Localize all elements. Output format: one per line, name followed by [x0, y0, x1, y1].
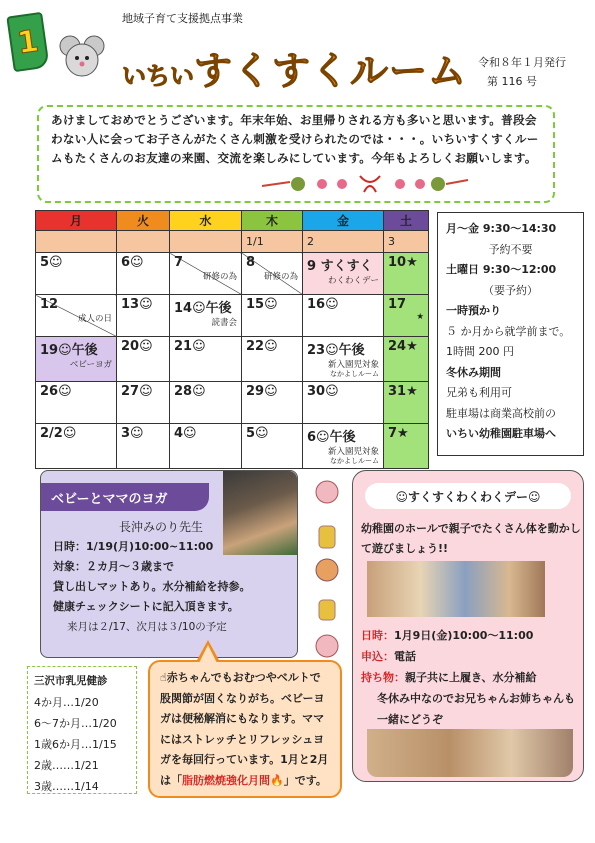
day-number: 21☺: [174, 339, 206, 354]
calendar-day-cell: [36, 382, 117, 424]
calendar-day-cell: [303, 382, 384, 424]
bubble-text-1: 赤ちゃんでもおむつやベルトで股関節が固くなりがち。ベビーヨガは便秘解消にもなります。ママにはストレッチとリフレッシュヨガを毎回行っています。1月と2月は「: [160, 671, 329, 787]
calendar-day-cell: [117, 424, 170, 469]
day-note: 成人の日: [77, 314, 112, 324]
greeting-text: あけましておめでとうございます。年末年始、お里帰りされる方も多いと思います。普段会わない人に会ってお子さんがたくさん刺激を受けられたのでは・・・。いちいすくすくルームもたくさんのお友達の来園、交流を楽しみにしています。今年もよろしくお願いします。: [51, 113, 539, 165]
calendar-day-cell: [36, 295, 117, 337]
month-number: 1: [15, 23, 41, 61]
date-cell: 2: [303, 231, 384, 253]
checkup-item: 4か月…1/20: [34, 696, 99, 709]
calendar-day-cell: [384, 382, 429, 424]
event-bring-value: 親子共に上履き、水分補給: [405, 671, 537, 684]
event-apply-label: 申込：: [361, 650, 394, 663]
bubble-text-2: 」です。: [283, 773, 327, 787]
parking-line-2: いちい幼稚園駐車場へ: [446, 427, 556, 440]
day-number: 5☺: [246, 426, 269, 441]
calendar-day-cell: [384, 253, 429, 295]
weekday-header: 木: [242, 211, 303, 231]
day-number: 17: [388, 297, 407, 312]
winter-title: 冬休み期間: [446, 365, 501, 379]
day-number: 13☺: [121, 297, 153, 312]
day-number: 2/2☺: [40, 426, 77, 441]
date-cell: 1/1: [242, 231, 303, 253]
childcare-age: ５ か月から就学前まで。: [446, 324, 571, 338]
day-number: 31★: [388, 384, 418, 399]
new-year-decoration-icon: [260, 172, 470, 196]
calendar-day-cell: [303, 424, 384, 469]
calendar-day-cell: [36, 424, 117, 469]
weekday-header: 火: [117, 211, 170, 231]
event-photo-2: [367, 729, 573, 777]
animal-decoration-icon: [313, 478, 341, 668]
smile-icon: ☺: [395, 490, 408, 504]
page-title: [122, 40, 467, 95]
bubble-tail-inner: [199, 645, 217, 663]
calendar-day-cell: [117, 382, 170, 424]
day-note: 読書会: [211, 318, 237, 328]
yoga-date: 日時：1/19(月)10:00~11:00: [53, 540, 214, 553]
calendar-day-cell: [170, 382, 242, 424]
day-number: 16☺: [307, 297, 339, 312]
saturday-hours: 土曜日 9:30～12:00: [446, 263, 557, 276]
yoga-title: ベビーとママのヨガ: [41, 483, 209, 511]
event-title: ☺すくすくわくわくデー☺: [365, 483, 571, 509]
day-number: 6☺午後: [307, 430, 356, 445]
yoga-teacher: 長沖みのり先生: [119, 520, 204, 534]
calendar-day-cell: [242, 253, 303, 295]
calendar-day-cell: [170, 253, 242, 295]
calendar-day-cell: [117, 337, 170, 382]
parking-line-1: 駐車場は商業高校前の: [446, 406, 556, 420]
calendar-day-cell: [303, 295, 384, 337]
checkup-item: 3歳……1/14: [34, 780, 99, 793]
day-number: 27☺: [121, 384, 153, 399]
day-number: 3☺: [121, 426, 144, 441]
day-note-2: なかよしルーム: [330, 370, 379, 378]
calendar-week-row: [36, 382, 429, 424]
yoga-body: [53, 517, 293, 637]
yoga-check: 健康チェックシートに記入頂きます。: [53, 600, 239, 613]
day-number: 9 すくすく: [307, 259, 373, 274]
checkup-item: 2歳……1/21: [34, 759, 99, 772]
issue-number: 第 116 号: [487, 75, 537, 88]
day-number: 30☺: [307, 384, 339, 399]
issue-date: 令和８年１月発行: [478, 56, 566, 69]
weekday-header: 月: [36, 211, 117, 231]
calendar-day-cell: [170, 424, 242, 469]
yoga-target: 対象：２カ月～３歳まで: [53, 560, 174, 573]
calendar-week-row: [36, 337, 429, 382]
day-note: 研修の為: [263, 272, 298, 282]
event-bring-label: 持ち物：: [361, 671, 405, 684]
title-big: すくすくルーム: [194, 49, 468, 93]
winter-note: 兄弟も利用可: [446, 386, 512, 399]
event-date-value: 1月9日(金)10:00～11:00: [394, 629, 534, 642]
info-box: [437, 212, 584, 456]
month-badge: [6, 12, 49, 72]
event-photo: [367, 561, 545, 617]
day-number: 24★: [388, 339, 418, 354]
calendar-day-cell: [170, 295, 242, 337]
calendar-day-cell: [242, 424, 303, 469]
day-number: 26☺: [40, 384, 72, 399]
day-note: ★: [416, 312, 424, 322]
day-number: 7: [174, 255, 184, 270]
calendar-day-cell: [242, 295, 303, 337]
checkup-box: [27, 666, 137, 794]
childcare-price: 1時間 200 円: [446, 345, 514, 358]
date-cell: [170, 231, 242, 253]
day-number: 10★: [388, 255, 418, 270]
checkup-title: 三沢市乳児健診: [34, 675, 108, 687]
checkup-item: 6～7か月…1/20: [34, 717, 117, 730]
event-apply-value: 電話: [394, 650, 416, 663]
calendar-week-row: [36, 424, 429, 469]
bubble-highlight: 脂肪燃焼強化月間: [182, 773, 270, 787]
event-panel: [352, 470, 584, 782]
day-note-2: なかよしルーム: [330, 457, 379, 465]
day-number: 12: [40, 297, 59, 312]
day-number: 28☺: [174, 384, 206, 399]
weekday-row: [36, 211, 429, 231]
fire-icon: 🔥: [270, 773, 284, 787]
calendar-day-cell: [303, 337, 384, 382]
weekday-header: 水: [170, 211, 242, 231]
calendar-day-cell: [384, 424, 429, 469]
day-note: 研修の為: [202, 272, 237, 282]
day-number: 14☺午後: [174, 301, 232, 316]
calendar-day-cell: [303, 253, 384, 295]
title-small: いちい: [122, 62, 194, 90]
date-cell: [36, 231, 117, 253]
day-note: 新入園児対象: [327, 447, 379, 457]
day-note: ベビーヨガ: [69, 360, 112, 370]
day-number: 8: [246, 255, 256, 270]
day-number: 7★: [388, 426, 409, 441]
day-number: 19☺午後: [40, 343, 98, 358]
calendar-day-cell: [117, 295, 170, 337]
date-cell: 3: [384, 231, 429, 253]
event-details: [361, 625, 581, 730]
day-note: 新入園児対象: [327, 360, 379, 370]
calendar-day-cell: [242, 337, 303, 382]
calendar-day-cell: [384, 337, 429, 382]
calendar-week-row: [36, 253, 429, 295]
calendar-day-cell: [117, 253, 170, 295]
day-number: 29☺: [246, 384, 278, 399]
day-number: 6☺: [121, 255, 144, 270]
mouse-icon: [58, 32, 106, 82]
event-date-label: 日時：: [361, 629, 394, 642]
day-number: 4☺: [174, 426, 197, 441]
calendar-day-cell: [384, 295, 429, 337]
day-number: 22☺: [246, 339, 278, 354]
day-number: 23☺午後: [307, 343, 365, 358]
day-number: 20☺: [121, 339, 153, 354]
checkup-item: 1歳6か月…1/15: [34, 738, 117, 751]
saturday-note: （要予約）: [483, 283, 538, 297]
yoga-note-bubble: [148, 660, 342, 798]
day-number: 15☺: [246, 297, 278, 312]
calendar-week-row: [36, 295, 429, 337]
calendar-day-cell: [242, 382, 303, 424]
yoga-panel: [40, 470, 298, 658]
date-cell: [117, 231, 170, 253]
childcare-title: 一時預かり: [446, 304, 501, 317]
day-number: 5☺: [40, 255, 63, 270]
weekday-header: 金: [303, 211, 384, 231]
yoga-mat: 貸し出しマットあり。水分補給を持参。: [53, 580, 251, 593]
calendar-day-cell: [170, 337, 242, 382]
day-note: わくわくデー: [327, 276, 379, 286]
weekday-note: 予約不要: [488, 242, 533, 256]
event-extra: 冬休み中なのでお兄ちゃんお姉ちゃんも一緒にどうぞ: [377, 692, 575, 726]
calendar-day-cell: [36, 337, 117, 382]
event-description: 幼稚園のホールで親子でたくさん体を動かして遊びましょう!!: [361, 522, 581, 555]
organization-label: 地域子育て支援拠点事業: [122, 12, 243, 25]
smile-icon: ☺: [528, 490, 541, 504]
weekday-hours: 月～金 9:30～14:30: [446, 222, 557, 235]
calendar-day-cell: [36, 253, 117, 295]
pointing-hand-icon: ☝: [160, 671, 167, 684]
weekday-header: 土: [384, 211, 429, 231]
date-row: [36, 231, 429, 253]
calendar: [35, 210, 429, 469]
yoga-next: 来月は２/17、次月は３/10の予定: [67, 621, 227, 633]
